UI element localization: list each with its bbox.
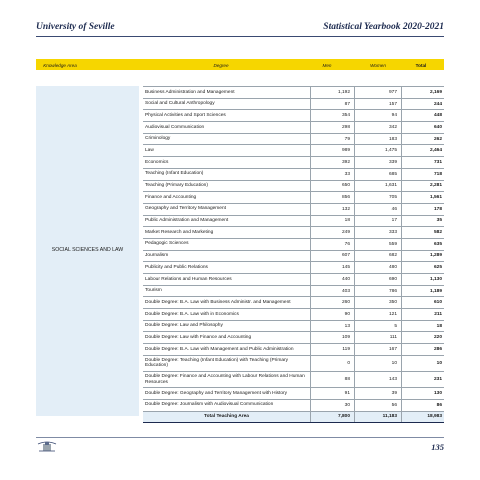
women-cell: 705 [354,192,401,203]
women-cell: 977 [354,87,401,98]
column-header-band [36,59,444,70]
degree-cell: Tourism [145,288,162,294]
men-cell: 91 [310,388,354,399]
women-cell: 339 [354,157,401,168]
total-cell: 625 [401,262,444,273]
women-cell: 690 [354,274,401,285]
degree-cell: Double Degree: Journalism with Audiovisual Communication [145,402,274,408]
table-row [143,356,444,372]
total-cell: 610 [401,297,444,308]
total-cell: 640 [401,122,444,133]
total-cell: 220 [401,332,444,343]
men-cell: 856 [310,192,354,203]
footer-rule [36,437,444,438]
total-cell: 10 [401,356,444,371]
women-cell: 342 [354,122,401,133]
table-row [143,110,444,122]
table-row [143,400,444,412]
women-cell: 480 [354,262,401,273]
total-cell: 2,464 [401,145,444,156]
men-cell: 298 [310,122,354,133]
total-label: Total Teaching Area [204,414,249,420]
degree-cell: Teaching (Infant Education) [145,171,204,177]
degree-cell: Audiovisual Communication [145,124,205,130]
women-cell: 111 [354,332,401,343]
col-degree: Degree [213,62,229,68]
total-cell: 262 [401,134,444,145]
men-cell: 145 [310,262,354,273]
total-cell: 582 [401,227,444,238]
total-cell: 286 [401,344,444,355]
men-cell: 119 [310,344,354,355]
header-university: University of Seville [36,22,115,32]
men-cell: 650 [310,181,354,192]
women-cell: 685 [354,169,401,180]
women-cell: 183 [354,134,401,145]
total-cell: 2,169 [401,87,444,98]
men-cell: 1,192 [310,87,354,98]
men-cell: 607 [310,251,354,262]
total-cell: 448 [401,110,444,121]
total-cell: 35 [401,216,444,227]
degree-cell: Criminology [145,136,171,142]
women-cell: 559 [354,239,401,250]
table-row [143,87,444,99]
women-cell: 333 [354,227,401,238]
table-row [143,204,444,216]
total-cell: 211 [401,309,444,320]
table-row [143,181,444,193]
degree-cell: Journalism [145,253,169,259]
degree-cell: Double Degree: Geography and Territory Management with History [145,390,288,396]
total-cell: 231 [401,372,444,387]
table-row [143,372,444,388]
degree-cell: Finance and Accounting [145,194,197,200]
degree-cell: Teaching (Primary Education) [145,183,208,189]
women-cell: 167 [354,344,401,355]
total-cell: 1,561 [401,192,444,203]
total-cell: 18 [401,321,444,332]
men-cell: 87 [310,99,354,110]
degree-cell: Publicity and Public Relations [145,264,208,270]
table-row [143,169,444,181]
page-number: 135 [431,442,444,452]
women-cell: 786 [354,286,401,297]
total-men: 7,800 [310,412,354,423]
men-cell: 109 [310,332,354,343]
degree-cell: Double Degree: B.A. Law with Business Administr. and Management [145,299,291,305]
col-knowledge-area: Knowledge Area [43,62,77,68]
degree-cell: Geography and Territory Management [145,206,226,212]
degree-cell: Double Degree: Teaching (Infant Education) with Teaching (Primary Education) [145,357,289,369]
table-row [143,388,444,400]
women-cell: 39 [354,388,401,399]
degree-cell: Double Degree: Law with Finance and Accounting [145,334,252,340]
men-cell: 249 [310,227,354,238]
total-cell: 244 [401,99,444,110]
women-cell: 121 [354,309,401,320]
degree-cell: Economics [145,159,169,165]
women-cell: 46 [354,204,401,215]
degree-cell: Physical Activities and Sport Sciences [145,112,226,118]
men-cell: 392 [310,157,354,168]
header-yearbook: Statistical Yearbook 2020-2021 [323,22,444,32]
men-cell: 30 [310,400,354,411]
table-row [143,216,444,228]
women-cell: 350 [354,297,401,308]
table-row [143,309,444,321]
men-cell: 132 [310,204,354,215]
degree-cell: Law [145,147,154,153]
men-cell: 440 [310,274,354,285]
table-row [143,145,444,157]
table-row [143,262,444,274]
women-cell: 5 [354,321,401,332]
degree-cell: Double Degree: B.A. Law with Management and Public Administration [145,346,294,352]
area-label: SOCIAL SCIENCES AND LAW [51,247,124,253]
women-cell: 1,631 [354,181,401,192]
total-cell: 731 [401,157,444,168]
table-row [143,274,444,286]
men-cell: 260 [310,297,354,308]
men-cell: 403 [310,286,354,297]
men-cell: 33 [310,169,354,180]
women-cell: 10 [354,356,401,371]
university-seal-icon [36,440,58,454]
table-row [143,344,444,356]
women-cell: 1,475 [354,145,401,156]
table-row [143,332,444,344]
col-men: Men [322,62,332,68]
degree-cell: Double Degree: Finance and Accounting with Labour Relations and Human Resources [145,374,305,385]
table-row [143,297,444,309]
table-row [143,192,444,204]
table-row [143,286,444,298]
table-row [143,321,444,333]
men-cell: 0 [310,356,354,371]
degree-cell: Social and Cultural Anthropology [145,101,215,107]
table-row [143,157,444,169]
total-cell: 1,130 [401,274,444,285]
total-cell: 2,281 [401,181,444,192]
women-cell: 157 [354,99,401,110]
total-cell: 1,189 [401,286,444,297]
degree-cell: Double Degree: B.A. Law with in Economics [145,311,239,317]
header-rule [36,36,444,37]
degree-cell: Double Degree: Law and Philosophy [145,323,223,329]
men-cell: 79 [310,134,354,145]
degree-cell: Public Administration and Management [145,218,229,224]
total-row [143,412,444,424]
total-total: 18,983 [401,412,444,423]
women-cell: 94 [354,110,401,121]
table-row [143,99,444,111]
men-cell: 18 [310,216,354,227]
degree-cell: Business Administration and Management [145,89,235,95]
table-row [143,239,444,251]
women-cell: 56 [354,400,401,411]
degree-table [143,86,444,423]
total-cell: 635 [401,239,444,250]
table-row [143,122,444,134]
table-row [143,227,444,239]
degree-cell: Pedagogic Sciences [145,241,189,247]
women-cell: 17 [354,216,401,227]
men-cell: 989 [310,145,354,156]
men-cell: 354 [310,110,354,121]
men-cell: 88 [310,372,354,387]
total-cell: 178 [401,204,444,215]
men-cell: 13 [310,321,354,332]
degree-cell: Market Research and Marketing [145,229,214,235]
women-cell: 682 [354,251,401,262]
total-cell: 130 [401,388,444,399]
total-cell: 1,289 [401,251,444,262]
women-cell: 143 [354,372,401,387]
degree-cell: Labour Relations and Human Resources [145,276,232,282]
col-women: Women [370,62,386,68]
total-cell: 718 [401,169,444,180]
total-cell: 86 [401,400,444,411]
col-total: Total [415,62,427,68]
men-cell: 90 [310,309,354,320]
table-row [143,251,444,263]
men-cell: 76 [310,239,354,250]
table-row [143,134,444,146]
total-women: 11,183 [354,412,401,423]
